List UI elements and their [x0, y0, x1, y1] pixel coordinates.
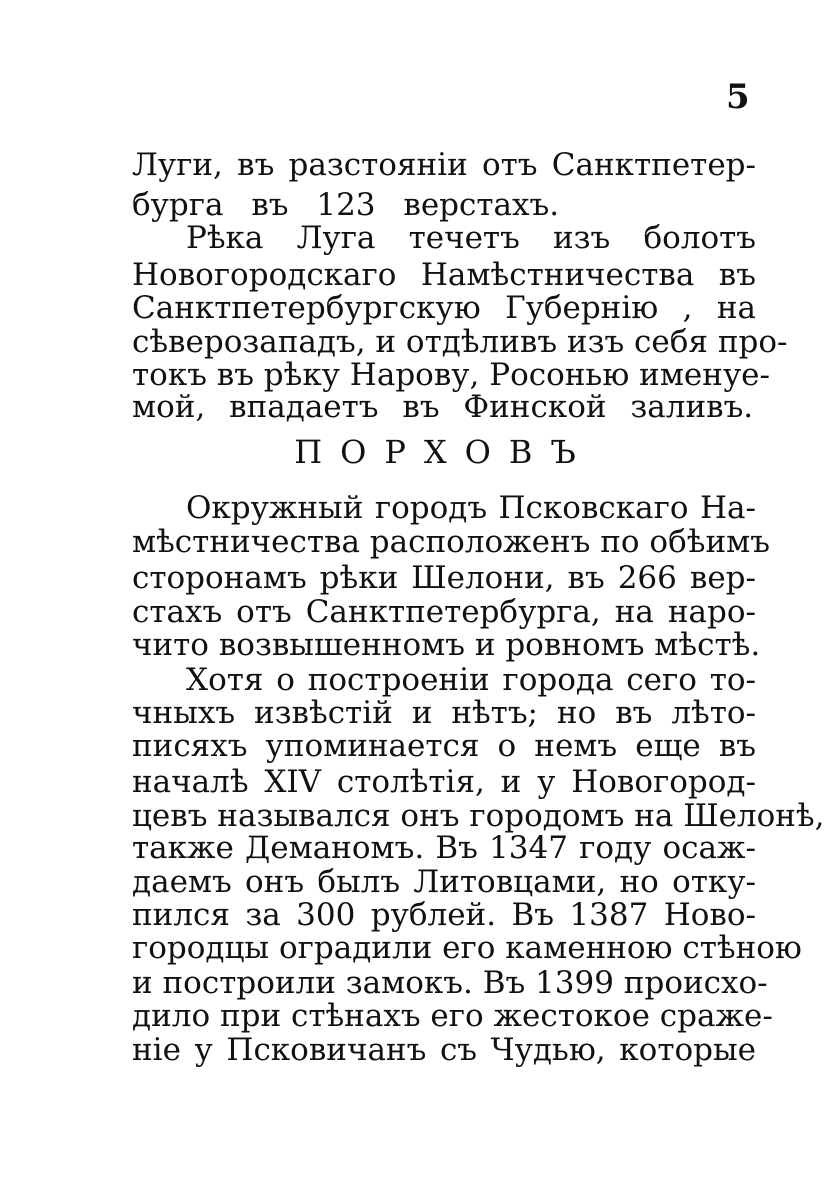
text-line: сѣверозападъ, и отдѣливъ изъ себя про- — [132, 324, 788, 360]
text-line: мой, впадаетъ въ Финской заливъ. — [132, 389, 754, 425]
text-line: стахъ отъ Санктпетербурга, на наро- — [132, 594, 756, 630]
text-line: Санктпетербургскую Губернію , на — [132, 290, 756, 326]
text-line: началѣ XIV столѣтія, и у Новогород- — [132, 764, 756, 800]
text-line: чито возвышенномъ и ровномъ мѣстѣ. — [132, 627, 761, 663]
text-line: ніе у Псковичанъ съ Чудью, которые — [132, 1032, 756, 1068]
text-line: мѣстничества расположенъ по обѣимъ — [132, 524, 770, 560]
text-line: также Деманомъ. Въ 1347 году осаж- — [132, 830, 756, 866]
section-heading: ПОРХОВЪ — [294, 433, 594, 471]
text-line: сторонамъ рѣки Шелони, въ 266 вер- — [132, 560, 756, 596]
text-line: писяхъ упоминается о немъ еще въ — [132, 728, 756, 764]
text-line: дило при стѣнахъ его жестокое сраже- — [132, 998, 773, 1034]
text-line: бурга въ 123 верстахъ. — [132, 187, 560, 223]
page-number: 5 — [726, 77, 750, 117]
text-line: Окружный городъ Псковскаго На- — [186, 490, 756, 526]
text-line: Луги, въ разстояніи отъ Санктпетер- — [132, 147, 756, 183]
text-line: токъ въ рѣку Нарову, Росонью именуе- — [132, 357, 770, 393]
text-line: Новогородскаго Намѣстничества въ — [132, 257, 756, 293]
text-line: чныхъ извѣстій и нѣтъ; но въ лѣто- — [132, 695, 756, 731]
text-line: пился за 300 рублей. Въ 1387 Ново- — [132, 897, 756, 933]
text-line: Рѣка Луга течетъ изъ болотъ — [186, 220, 756, 256]
text-line: цевъ назывался онъ городомъ на Шелонѣ, — [132, 798, 825, 834]
text-line: Хотя о построеніи города сего то- — [186, 662, 756, 698]
text-line: городцы оградили его каменною стѣною — [132, 930, 802, 966]
text-line: и построили замокъ. Въ 1399 происхо- — [132, 965, 768, 1001]
text-line: даемъ онъ былъ Литовцами, но отку- — [132, 864, 756, 900]
